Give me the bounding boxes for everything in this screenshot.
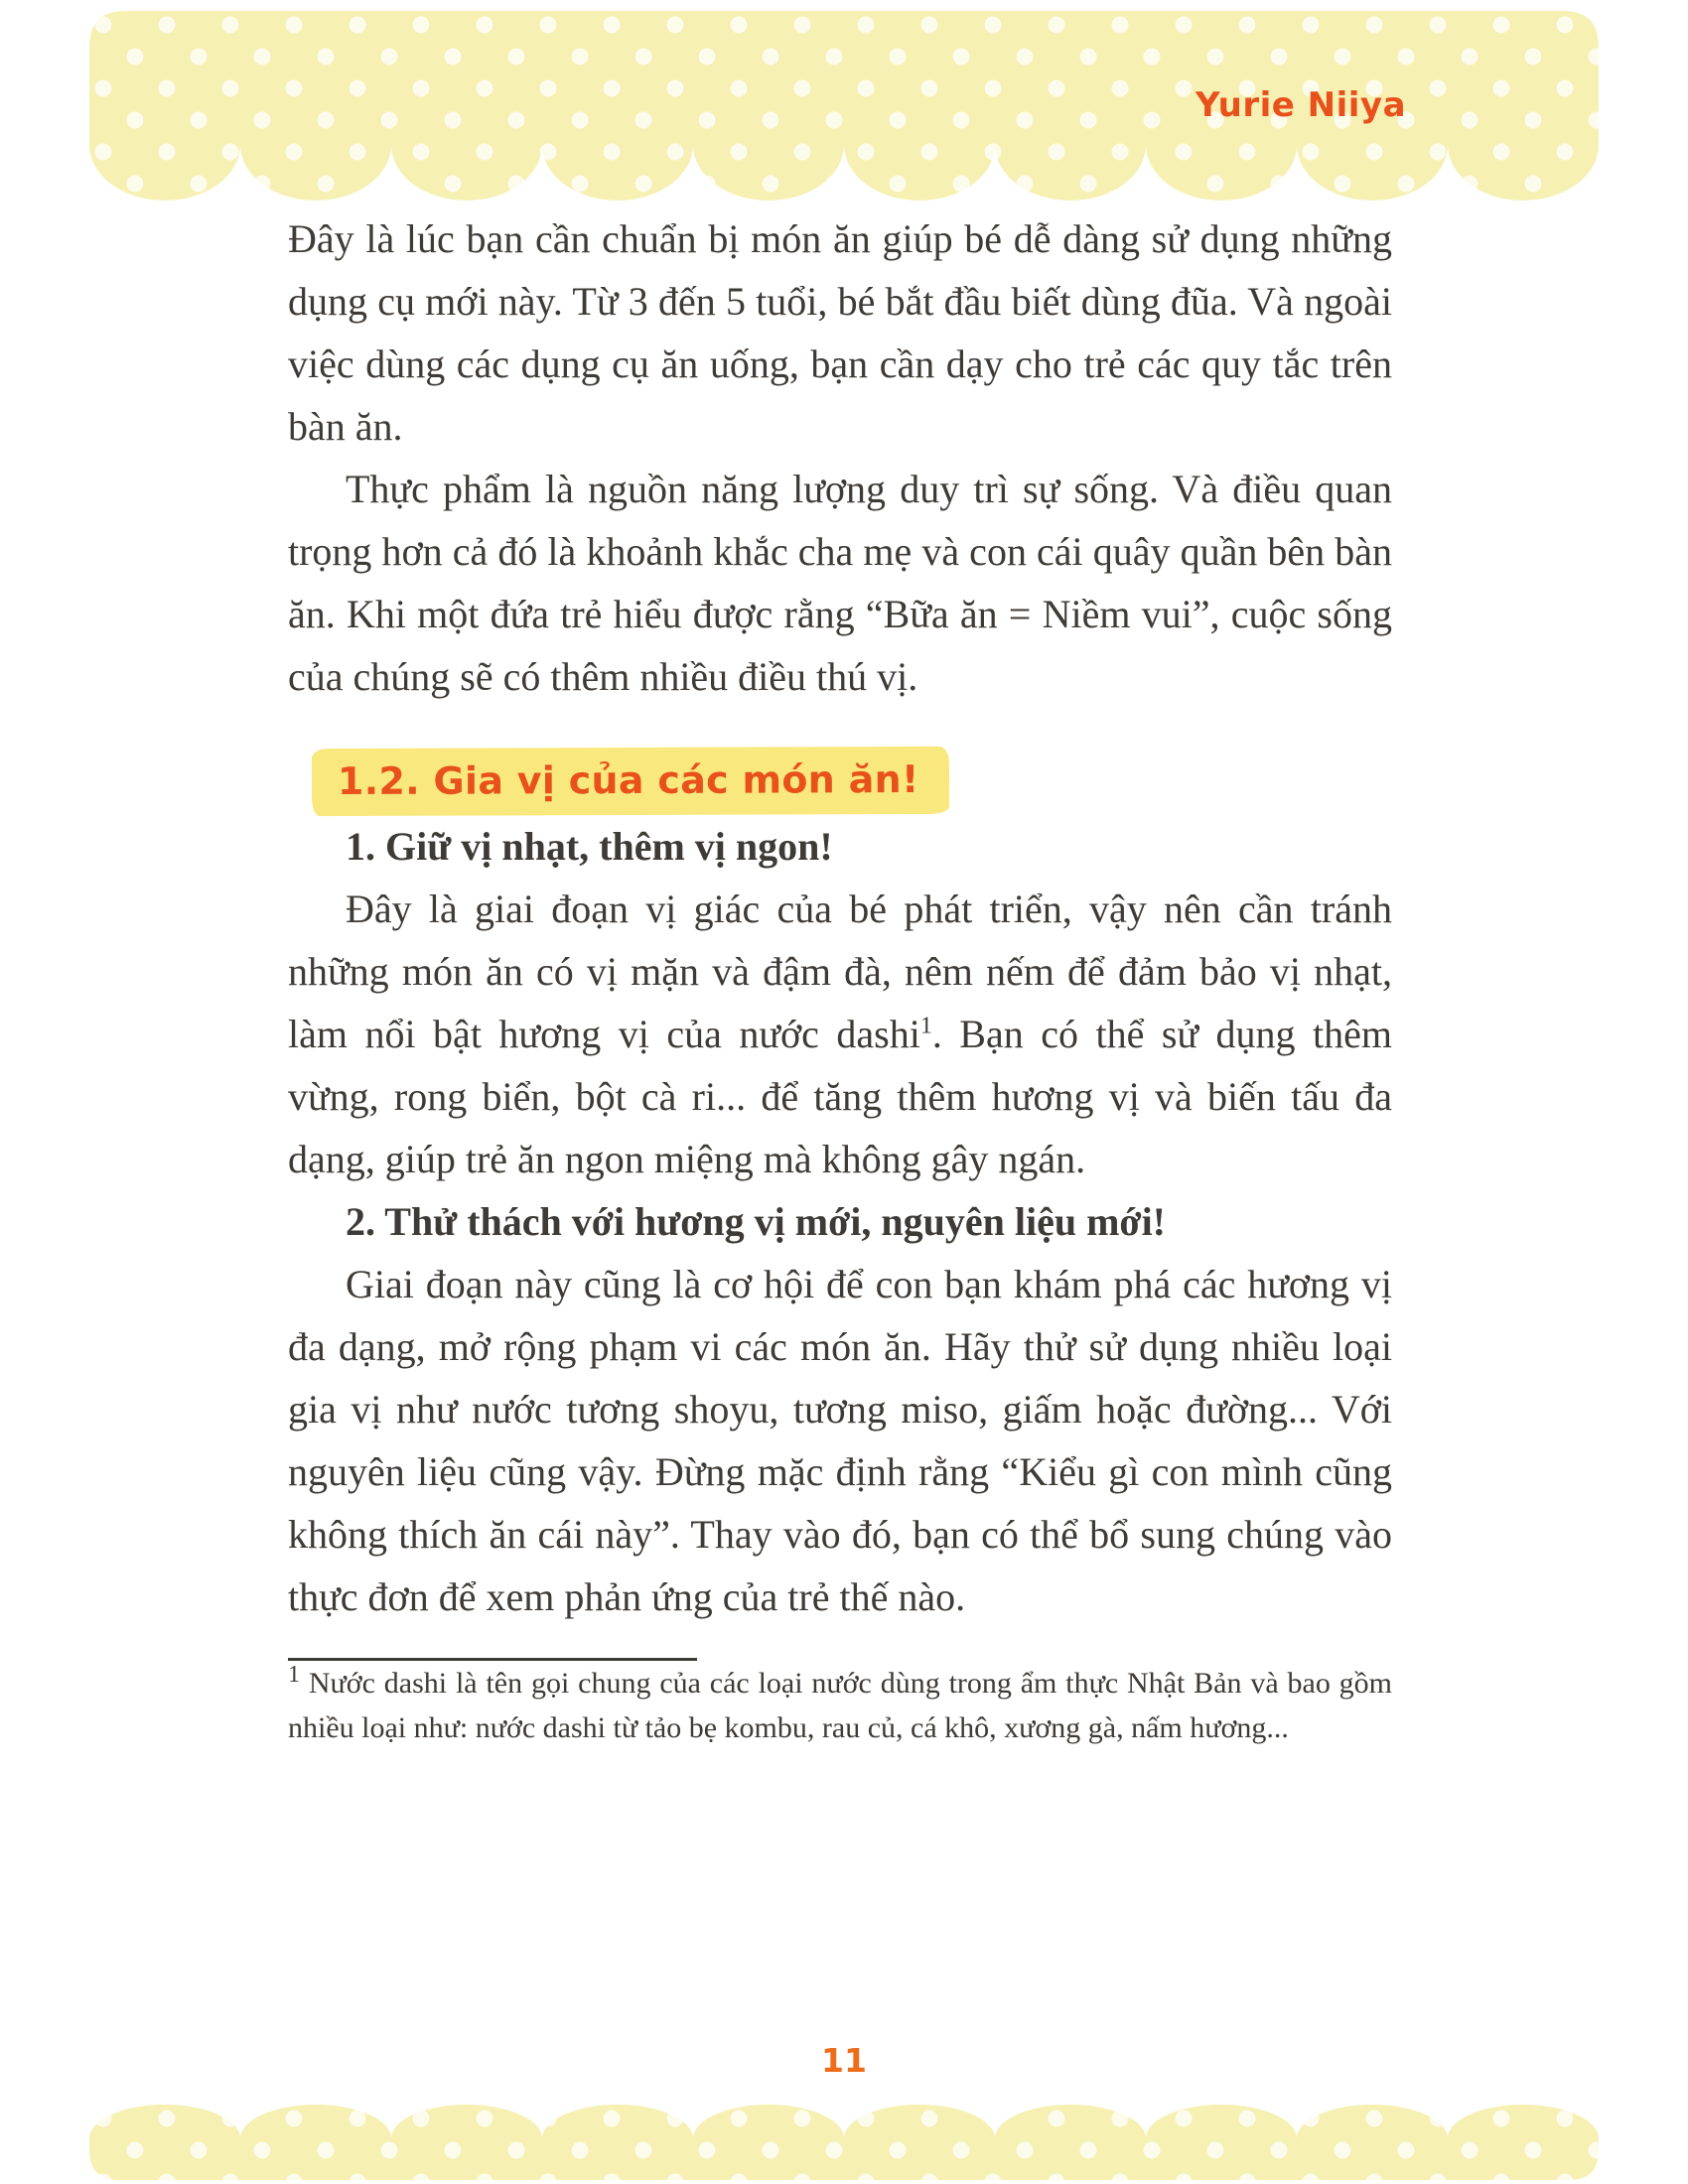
- author-name: Yurie Niiya: [1195, 85, 1407, 125]
- paragraph: Đây là lúc bạn cần chuẩn bị món ăn giúp bé dễ dàng sử dụng những dụng cụ mới này. Từ 3 đến 5 tuổi, bé bắt đầu biết dùng đũa. Và ngoài việc dùng các dụng cụ ăn uống, bạn cần dạy cho trẻ các quy tắc trên bàn ăn.: [288, 216, 1392, 449]
- paragraph: Thực phẩm là nguồn năng lượng duy trì sự sống. Và điều quan trọng hơn cả đó là khoảnh khắc cha mẹ và con cái quây quần bên bàn ăn. Khi một đứa trẻ hiểu được rằng “Bữa ăn = Niềm vui”, cuộc sống của chúng sẽ có thêm nhiều điều thú vị.: [288, 467, 1392, 699]
- paragraph-text: . Bạn có thể sử dụng thêm vừng, rong biển, bột cà ri... để tăng thêm hương vị và biến tấu đa dạng, giúp trẻ ăn ngon miệng mà không gây ngán.: [288, 1012, 1393, 1181]
- footnote: [288, 1661, 1392, 1750]
- footnote-marker: 1: [288, 1662, 300, 1688]
- main-text-column: [288, 207, 1392, 1750]
- bottom-scallop-border: [89, 2105, 1599, 2180]
- paragraph-text: Đây là giai đoạn vị giác của bé phát triển, vậy nên cần tránh những món ăn có vị mặn và đậm đà, nêm nếm để đảm bảo vị nhạt, làm nổi bật hương vị của nước dashi: [288, 887, 1392, 1056]
- paragraph: Giai đoạn này cũng là cơ hội để con bạn khám phá các hương vị đa dạng, mở rộng phạm vi các món ăn. Hãy thử sử dụng nhiều loại gia vị như nước tương shoyu, tương miso, giấm hoặc đường... Với nguyên liệu cũng vậy. Đừng mặc định rằng “Kiểu gì con mình cũng không thích ăn cái này”. Thay vào đó, bạn có thể bổ sung chúng vào thực đơn để xem phản ứng của trẻ thế nào.: [288, 1262, 1392, 1619]
- page-number: 11: [821, 2041, 867, 2080]
- paragraph: [288, 878, 1392, 1190]
- section-heading-highlight: 1.2. Gia vị của các món ăn!: [312, 747, 949, 816]
- footnote-text: Nước dashi là tên gọi chung của các loại nước dùng trong ẩm thực Nhật Bản và bao gồm nhiều loại như: nước dashi từ tảo bẹ kombu, rau củ, cá khô, xương gà, nấm hương...: [288, 1667, 1392, 1744]
- section-heading-wrap: [312, 748, 1392, 815]
- footnote-reference: 1: [919, 1013, 932, 1039]
- subheading: 1. Giữ vị nhạt, thêm vị ngon!: [346, 824, 833, 869]
- subheading: 2. Thử thách với hương vị mới, nguyên liệu mới!: [346, 1199, 1166, 1244]
